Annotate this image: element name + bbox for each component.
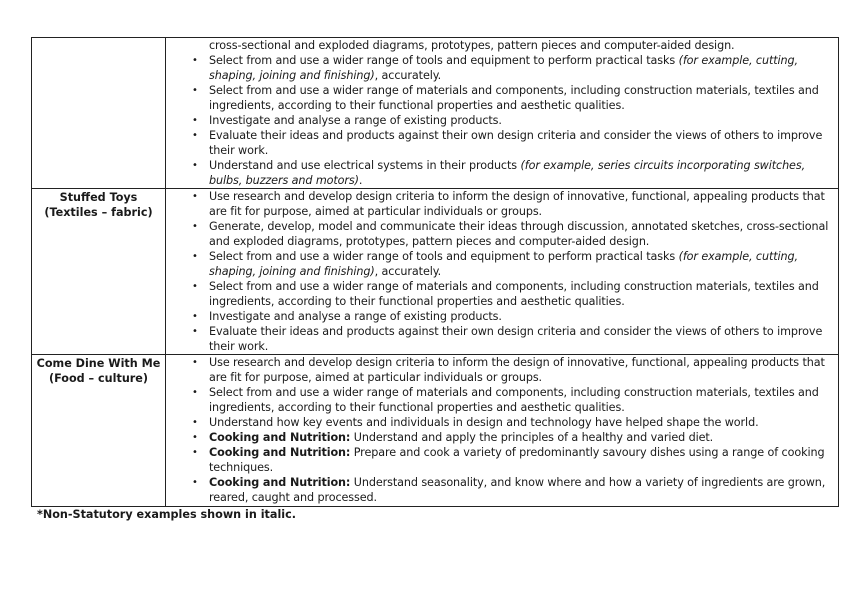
- bullet-icon: •: [192, 251, 198, 262]
- list-item: • Evaluate their ideas and products against their own design criteria and consider the views of others to improve their work.: [192, 129, 823, 157]
- list-item: • Select from and use a wider range of materials and components, including construction materials, textiles and ingredients, according to their functional properties and aesthetic qualities.: [192, 280, 819, 308]
- objectives-list: [166, 355, 834, 505]
- objectives-cell: [166, 189, 838, 354]
- objectives-cell: [166, 38, 838, 188]
- list-item: • Cooking and Nutrition: Understand and apply the principles of a healthy and varied diet.: [192, 431, 714, 444]
- bullet-icon: •: [192, 115, 198, 126]
- list-item: • Understand and use electrical systems in their products (for example, series circuits incorporating switches, bulbs, buzzers and motors).: [192, 159, 806, 187]
- list-item: • Investigate and analyse a range of existing products.: [192, 310, 502, 323]
- list-item: • Evaluate their ideas and products against their own design criteria and consider the views of others to improve their work.: [192, 325, 823, 353]
- list-item: • Understand how key events and individuals in design and technology have helped shape the world.: [192, 416, 759, 429]
- list-item: • Generate, develop, model and communicate their ideas through discussion, annotated sketches, cross-sectional and exploded diagrams, prototypes, pattern pieces and computer-aided design.: [192, 220, 829, 248]
- bullet-icon: •: [192, 130, 198, 141]
- topic-subtitle: (Textiles – fabric): [44, 206, 153, 219]
- bullet-icon: •: [192, 326, 198, 337]
- topic-subtitle: (Food – culture): [48, 372, 149, 385]
- list-item: • Use research and develop design criteria to inform the design of innovative, functional, appealing products that are fit for purpose, aimed at particular individuals or groups.: [192, 356, 825, 384]
- topic-cell: [32, 355, 166, 506]
- topic-title: Stuffed Toys: [59, 191, 138, 204]
- objectives-list: [166, 189, 834, 354]
- bullet-icon: •: [192, 311, 198, 322]
- bullet-icon: •: [192, 281, 198, 292]
- list-item: • Select from and use a wider range of tools and equipment to perform practical tasks (for example, cutting, shaping, joining and finishing), accurately.: [192, 250, 798, 278]
- bullet-icon: •: [192, 417, 198, 428]
- topic-cell: [32, 38, 166, 188]
- bullet-icon: •: [192, 387, 198, 398]
- bullet-icon: •: [192, 191, 198, 202]
- bullet-icon: •: [192, 221, 198, 232]
- topic-title: Come Dine With Me: [36, 357, 161, 370]
- list-item: • Investigate and analyse a range of existing products.: [192, 114, 502, 127]
- continued-text: cross-sectional and exploded diagrams, prototypes, pattern pieces and computer-aided design.: [209, 39, 735, 52]
- table-row: [32, 354, 838, 506]
- topic-cell: [32, 189, 166, 354]
- table-row: [32, 38, 838, 188]
- bullet-icon: •: [192, 85, 198, 96]
- list-item: • Select from and use a wider range of materials and components, including construction materials, textiles and ingredients, according to their functional properties and aesthetic qualities.: [192, 84, 819, 112]
- bullet-icon: •: [192, 477, 198, 488]
- curriculum-table: [31, 37, 839, 507]
- footnote: *Non-Statutory examples shown in italic.: [37, 508, 296, 521]
- bullet-icon: •: [192, 357, 198, 368]
- objectives-list: [166, 53, 834, 188]
- list-item: • Select from and use a wider range of tools and equipment to perform practical tasks (for example, cutting, shaping, joining and finishing), accurately.: [192, 54, 798, 82]
- bullet-icon: •: [192, 55, 198, 66]
- bullet-icon: •: [192, 432, 198, 443]
- list-item: • Cooking and Nutrition: Understand seasonality, and know where and how a variety of ingredients are grown, reared, caught and processed.: [192, 476, 826, 504]
- list-item: • Cooking and Nutrition: Prepare and cook a variety of predominantly savoury dishes using a range of cooking techniques.: [192, 446, 825, 474]
- list-item: • Select from and use a wider range of materials and components, including construction materials, textiles and ingredients, according to their functional properties and aesthetic qualities.: [192, 386, 819, 414]
- list-item: • Use research and develop design criteria to inform the design of innovative, functional, appealing products that are fit for purpose, aimed at particular individuals or groups.: [192, 190, 825, 218]
- bullet-icon: •: [192, 447, 198, 458]
- bullet-icon: •: [192, 160, 198, 171]
- table-row: [32, 188, 838, 354]
- objectives-cell: [166, 355, 838, 506]
